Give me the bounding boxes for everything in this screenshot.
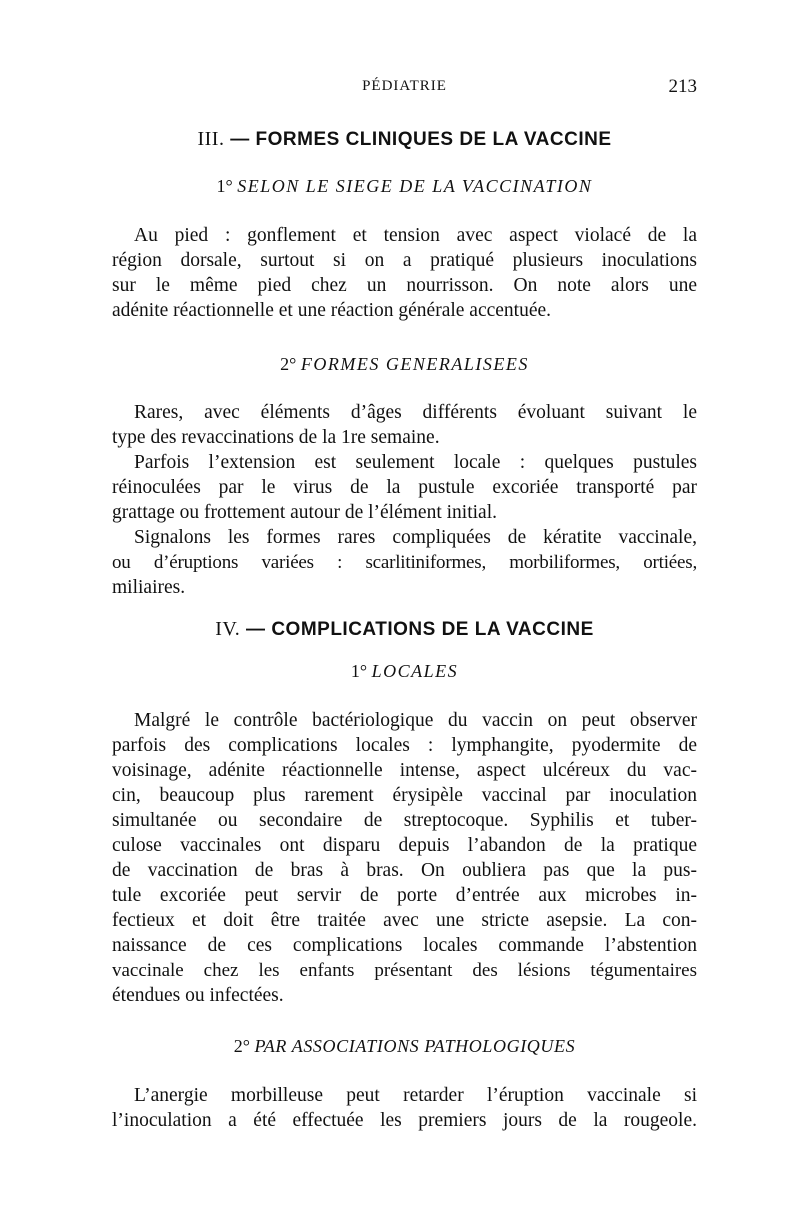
subheading-number: 1° <box>350 661 368 681</box>
paragraph-line: Malgré le contrôle bactériologique du vaccin on peut observer <box>134 710 697 731</box>
paragraph-line: réinoculées par le virus de la pustule excoriée transporté par <box>112 477 697 498</box>
paragraph-line: simultanée ou secondaire de streptocoque. Syphilis et tuber- <box>112 810 697 831</box>
subheading-siege <box>112 176 697 197</box>
paragraph-line: vaccinale chez les enfants présentant des lésions tégumentaires <box>112 960 697 981</box>
paragraph-line: L’anergie morbilleuse peut retarder l’éruption vaccinale si <box>134 1085 697 1106</box>
paragraph-line: parfois des complications locales : lymphangite, pyodermite de <box>112 735 697 756</box>
subheading-label: LOCALES <box>371 661 459 681</box>
paragraph-line: adénite réactionnelle et une réaction générale accentuée. <box>112 300 552 321</box>
paragraph-line: de vaccination de bras à bras. On oubliera pas que la pus- <box>112 860 697 881</box>
paragraph-line: Au pied : gonflement et tension avec aspect violacé de la <box>134 225 697 246</box>
paragraph-line: grattage ou frottement autour de l’élément initial. <box>112 502 497 523</box>
section-roman-numeral: III. <box>197 128 225 150</box>
subheading-label: SELON LE SIEGE DE LA VACCINATION <box>237 176 593 196</box>
paragraph-line: région dorsale, surtout si on a pratiqué plusieurs inoculations <box>112 250 697 271</box>
page-number: 213 <box>668 76 697 97</box>
running-title: PÉDIATRIE <box>362 78 447 94</box>
subheading-locales <box>112 661 697 682</box>
section-title-text: — COMPLICATIONS DE LA VACCINE <box>246 619 594 640</box>
subheading-label: PAR ASSOCIATIONS PATHOLOGIQUES <box>254 1036 576 1056</box>
paragraph-line: culose vaccinales ont disparu depuis l’abandon de la pratique <box>112 835 697 856</box>
subheading-number: 2° <box>233 1036 250 1056</box>
paragraph-line: voisinage, adénite réactionnelle intense, aspect ulcéreux du vac- <box>112 760 697 781</box>
subheading-number: 1° <box>216 176 233 196</box>
paragraph-line: Parfois l’extension est seulement locale : quelques pustules <box>134 452 697 473</box>
section-heading-iii <box>112 128 697 151</box>
subheading-number: 2° <box>280 354 297 374</box>
paragraph-line: cin, beaucoup plus rarement érysipèle vaccinal par inoculation <box>112 785 697 806</box>
section-title-text: — FORMES CLINIQUES DE LA VACCINE <box>230 129 612 150</box>
section-roman-numeral: IV. <box>215 618 241 640</box>
paragraph-line: sur le même pied chez un nourrisson. On note alors une <box>112 275 697 296</box>
paragraph-line: miliaires. <box>112 577 186 598</box>
paragraph-line: fectieux et doit être traitée avec une stricte asepsie. La con- <box>112 910 697 931</box>
subheading-formes-generalisees <box>112 354 697 375</box>
paragraph-line: étendues ou infectées. <box>112 985 284 1006</box>
paragraph-line: tule excoriée peut servir de porte d’entrée aux microbes in- <box>112 885 697 906</box>
paragraph-line: naissance de ces complications locales commande l’abstention <box>112 935 697 956</box>
subheading-associations <box>112 1036 697 1057</box>
paragraph-line: Signalons les formes rares compliquées de kératite vaccinale, <box>134 527 697 548</box>
subheading-label: FORMES GENERALISEES <box>300 354 529 374</box>
paragraph-line: Rares, avec éléments d’âges différents évoluant suivant le <box>134 402 697 423</box>
paragraph-line: ou d’éruptions variées : scarlitiniformes, morbiliformes, ortiées, <box>112 552 697 573</box>
running-head <box>112 78 697 102</box>
section-heading-iv <box>112 618 697 641</box>
paragraph-line: l’inoculation a été effectuée les premiers jours de la rougeole. <box>112 1110 697 1131</box>
paragraph-line: type des revaccinations de la 1re semaine. <box>112 427 440 448</box>
